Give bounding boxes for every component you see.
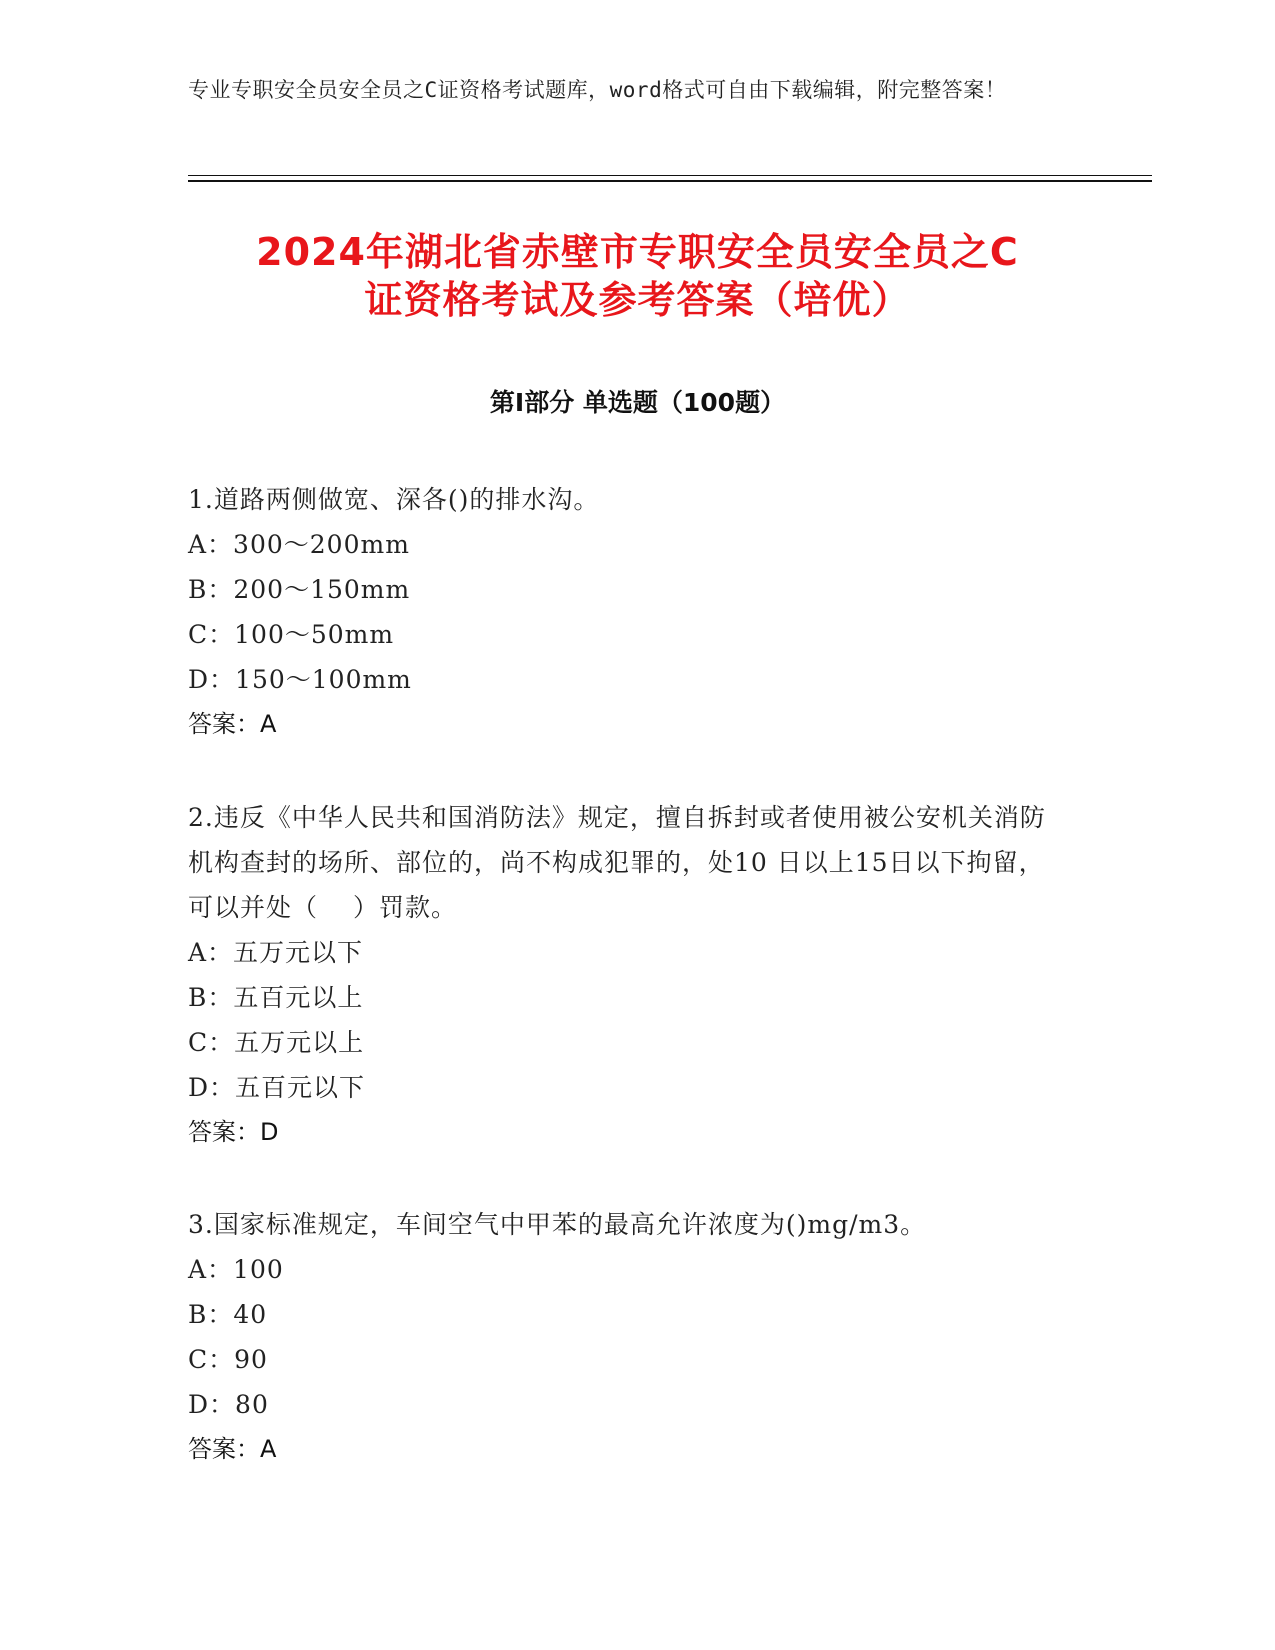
option-a: A：300～200mm	[188, 530, 410, 559]
option-b: B：200～150mm	[188, 575, 411, 604]
answer-line: 答案：A	[188, 1435, 277, 1463]
title-line-1: 2024年湖北省赤壁市专职安全员安全员之C	[256, 230, 1019, 274]
option-d: D：80	[188, 1390, 269, 1419]
option-a: A：五万元以下	[188, 938, 364, 967]
question-1	[188, 477, 1068, 747]
section-heading: 第Ⅰ部分 单选题（100题）	[489, 388, 786, 417]
option-c: C：五万元以上	[188, 1028, 365, 1057]
answer-line: 答案：D	[188, 1118, 279, 1146]
answer-line: 答案：A	[188, 710, 277, 738]
title-line-2: 证资格考试及参考答案（培优）	[364, 278, 911, 322]
option-a: A：100	[188, 1255, 284, 1284]
intro-text: 专业专职安全员安全员之C证资格考试题库，word格式可自由下载编辑，附完整答案！	[188, 78, 1007, 102]
header-divider-thick	[188, 180, 1152, 182]
option-d: D：五百元以下	[188, 1073, 366, 1102]
question-stem: 3.国家标准规定，车间空气中甲苯的最高允许浓度为()mg/m3。	[188, 1210, 927, 1239]
document-title	[180, 228, 1095, 324]
question-2	[188, 795, 1068, 1155]
option-d: D：150～100mm	[188, 665, 412, 694]
option-b: B：五百元以上	[188, 983, 364, 1012]
option-c: C：100～50mm	[188, 620, 395, 649]
header-divider-thin	[188, 175, 1152, 176]
option-c: C：90	[188, 1345, 268, 1374]
question-3	[188, 1202, 1068, 1472]
option-b: B：40	[188, 1300, 268, 1329]
question-stem: 2.违反《中华人民共和国消防法》规定，擅自拆封或者使用被公安机关消防机构查封的场所、部位的，尚不构成犯罪的，处10 日以上15日以下拘留，可以并处（ ）罚款。	[188, 803, 1046, 922]
question-stem: 1.道路两侧做宽、深各()的排水沟。	[188, 485, 600, 514]
